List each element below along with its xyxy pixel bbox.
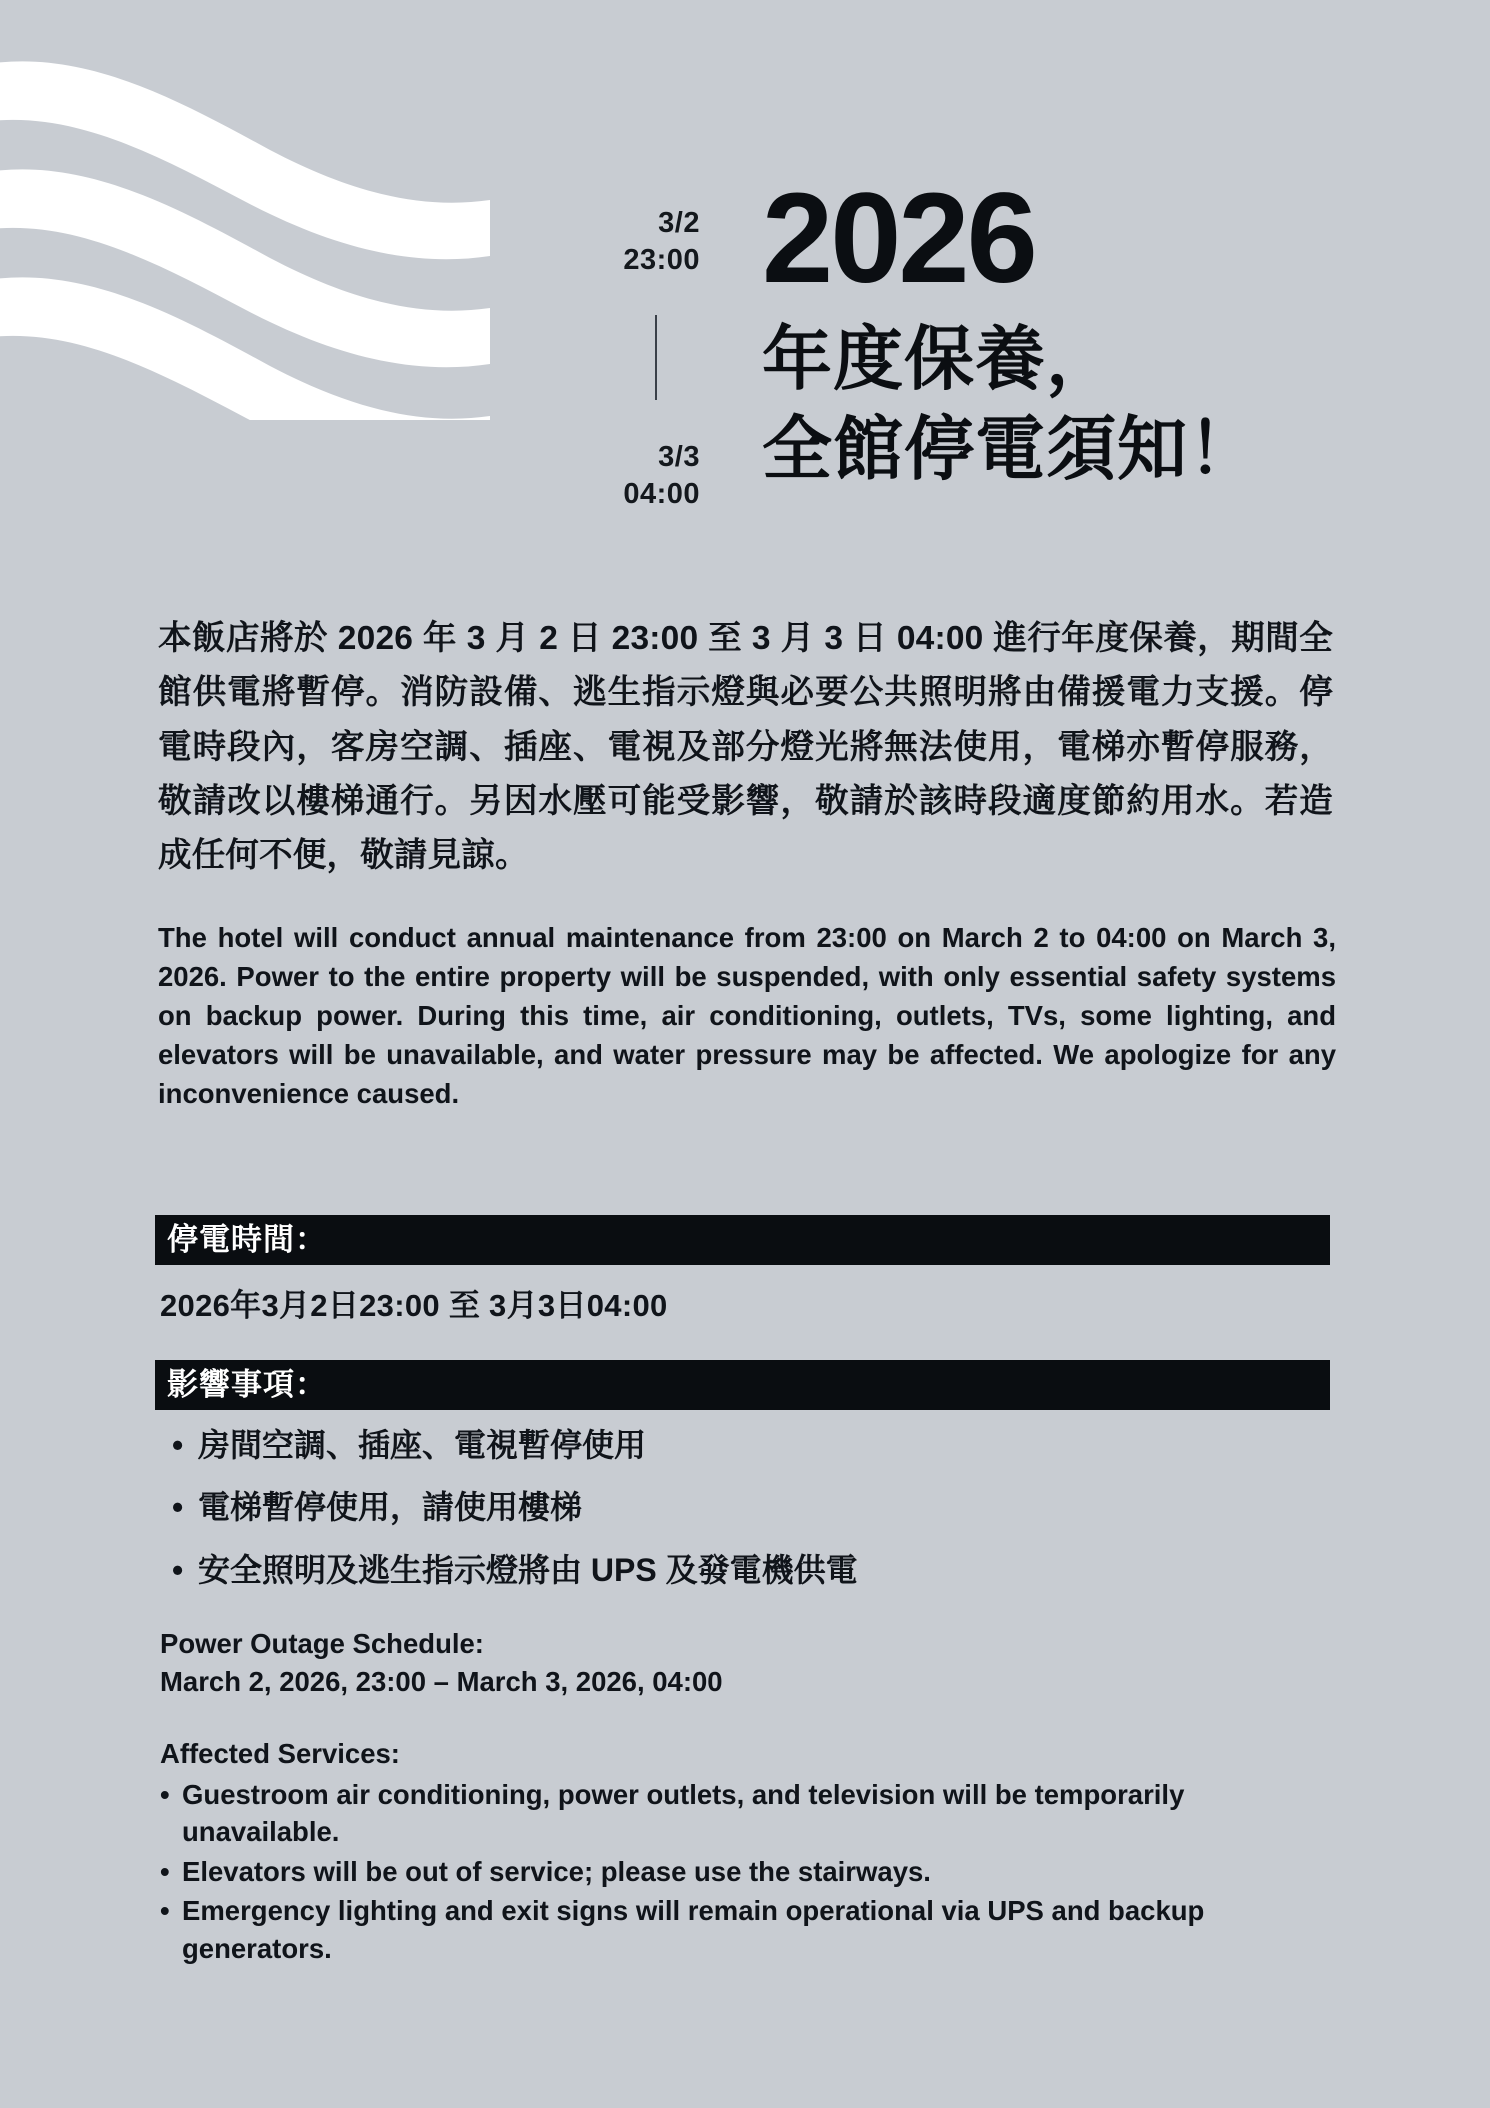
date-range-block xyxy=(575,205,700,513)
title-block xyxy=(762,167,1362,494)
start-date: 3/2 xyxy=(658,207,700,239)
end-time: 04:00 xyxy=(623,478,700,511)
start-time: 23:00 xyxy=(623,244,700,277)
year-heading: 2026 xyxy=(762,167,1035,310)
end-date: 3/3 xyxy=(658,441,700,474)
poster-header xyxy=(0,167,1490,575)
list-item: • 安全照明及逃生指示燈將由 UPS 及發電機供電 xyxy=(170,1550,1330,1590)
list-item: • 電梯暫停使用，請使用樓梯 xyxy=(170,1487,1330,1527)
notice-paragraph-chinese: 本飯店將於 2026 年 3 月 2 日 23:00 至 3 月 3 日 04:00 進行年度保養，期間全館供電將暫停。消防設備、逃生指示燈與必要公共照明將由備援電力支援。停電時段內，客房空調、插座、電視及部分燈光將無法使用，電梯亦暫停服務，敬請改以樓梯通行。另因水壓可能受影響，敬請於該時段適度節約用水。若造成任何不便，敬請見諒。 xyxy=(158,620,1333,875)
list-item: • Guestroom air conditioning, power outlets, and television will be temporarily unavailable. xyxy=(160,1776,1320,1851)
title-line-1: 年度保養， xyxy=(762,320,1117,398)
schedule-text-english: March 2, 2026, 23:00 – March 3, 2026, 04:00 xyxy=(160,1666,723,1697)
list-item: • Emergency lighting and exit signs will remain operational via UPS and backup generators. xyxy=(160,1892,1320,1967)
date-divider-line xyxy=(655,315,657,400)
impact-items-list xyxy=(170,1425,1330,1612)
impact-items-bar: 影響事項： xyxy=(155,1360,1330,1410)
notice-paragraph-english: The hotel will conduct annual maintenance from 23:00 on March 2 to 04:00 on March 3, 2026. Power to the entire property will be suspended, with only essential safety systems on backup power. During this time, air conditioning, outlets, TVs, some lighting, and elevators will be unavailable, and water pressure may be affected. We apologize for any inconvenience caused. xyxy=(158,922,1336,1110)
affected-services-title-english: Affected Services: xyxy=(160,1738,400,1769)
outage-time-bar: 停電時間： xyxy=(155,1215,1330,1265)
page-title xyxy=(762,315,1362,494)
schedule-title-english: Power Outage Schedule: xyxy=(160,1628,484,1659)
affected-services-list-english xyxy=(160,1776,1320,1969)
title-line-2: 全館停電須知！ xyxy=(762,409,1259,488)
list-item: • Elevators will be out of service; please use the stairways. xyxy=(160,1853,1320,1890)
list-item: • 房間空調、插座、電視暫停使用 xyxy=(170,1425,1330,1465)
outage-time-value: 2026年3月2日23:00 至 3月3日04:00 xyxy=(160,1288,668,1323)
